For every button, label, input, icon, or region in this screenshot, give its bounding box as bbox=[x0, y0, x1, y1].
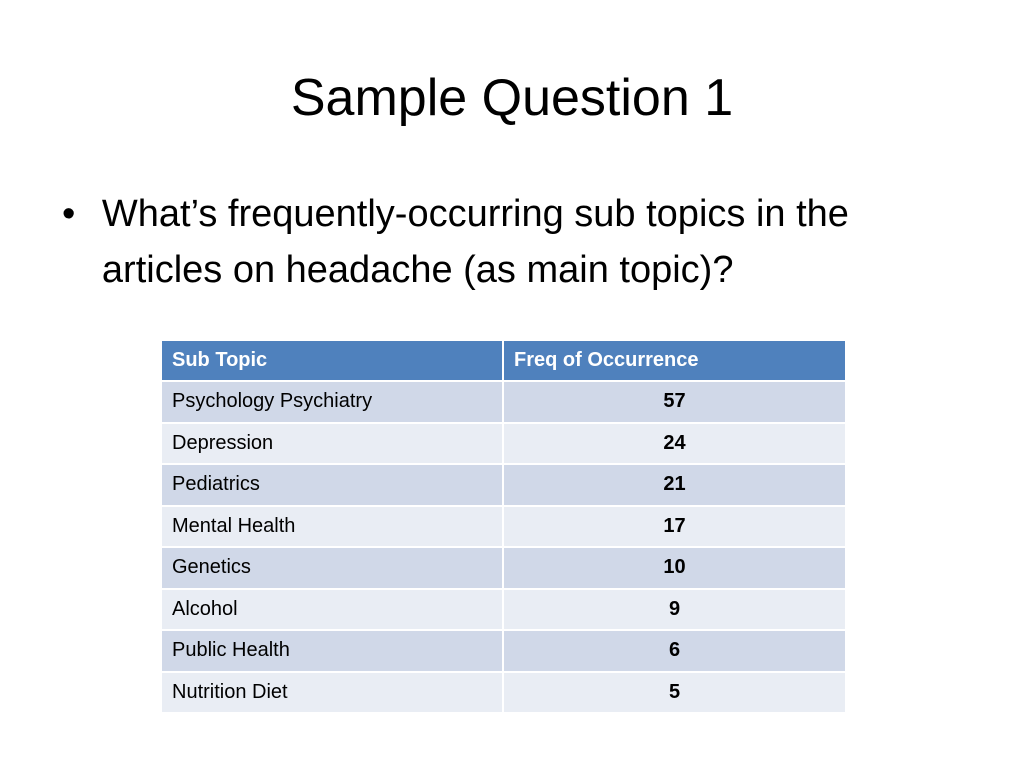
bullet-dot-icon: • bbox=[62, 193, 76, 235]
table-row bbox=[162, 464, 845, 506]
freq-cell: 21 bbox=[503, 464, 845, 506]
sub-topic-cell: Public Health bbox=[162, 630, 503, 672]
table-row bbox=[162, 381, 845, 423]
table-row bbox=[162, 547, 845, 589]
header-sub-topic: Sub Topic bbox=[162, 341, 503, 381]
freq-cell: 5 bbox=[503, 672, 845, 714]
sub-topic-cell: Psychology Psychiatry bbox=[162, 381, 503, 423]
subtopic-table-container bbox=[162, 341, 845, 714]
subtopic-frequency-table bbox=[162, 341, 845, 714]
freq-cell: 24 bbox=[503, 423, 845, 465]
sub-topic-cell: Depression bbox=[162, 423, 503, 465]
freq-cell: 57 bbox=[503, 381, 845, 423]
bullet-item bbox=[60, 186, 960, 298]
slide-title: Sample Question 1 bbox=[290, 69, 734, 127]
table-row bbox=[162, 423, 845, 465]
table-row bbox=[162, 630, 845, 672]
header-freq-of-occurrence: Freq of Occurrence bbox=[503, 341, 845, 381]
table-header-row bbox=[162, 341, 845, 381]
bullet-list bbox=[60, 186, 960, 298]
table-row bbox=[162, 672, 845, 714]
table-row bbox=[162, 589, 845, 631]
sub-topic-cell: Nutrition Diet bbox=[162, 672, 503, 714]
bullet-text: What’s frequently-occurring sub topics in the articles on headache (as main topic)? bbox=[101, 193, 849, 291]
table-row bbox=[162, 506, 845, 548]
sub-topic-cell: Alcohol bbox=[162, 589, 503, 631]
freq-cell: 10 bbox=[503, 547, 845, 589]
sub-topic-cell: Genetics bbox=[162, 547, 503, 589]
sub-topic-cell: Pediatrics bbox=[162, 464, 503, 506]
freq-cell: 9 bbox=[503, 589, 845, 631]
freq-cell: 6 bbox=[503, 630, 845, 672]
sub-topic-cell: Mental Health bbox=[162, 506, 503, 548]
freq-cell: 17 bbox=[503, 506, 845, 548]
